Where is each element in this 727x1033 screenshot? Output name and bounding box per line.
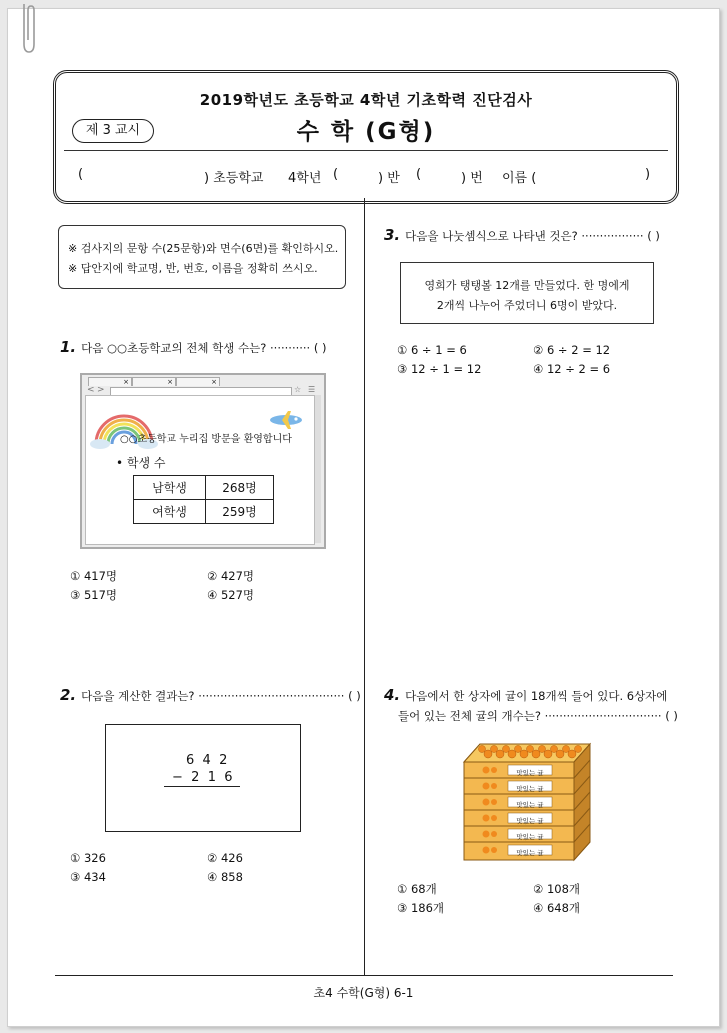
calc-underline — [164, 786, 240, 787]
table-cell: 남학생 — [134, 476, 206, 500]
question-1 — [60, 338, 327, 356]
box-label: 맛있는 귤 — [516, 785, 544, 793]
period-badge: 제 3 교시 — [72, 119, 154, 143]
school-open: ( — [78, 167, 84, 182]
notice-line-1: ※ 검사지의 문항 수(25문항)와 면수(6면)를 확인하시오. — [68, 242, 339, 255]
browser-tab-2 — [132, 377, 176, 386]
star-icon: ☆ — [294, 385, 302, 394]
box-label: 맛있는 귤 — [516, 769, 544, 777]
back-arrow-icon: < — [87, 385, 95, 395]
q1-option-2[interactable]: ② 427명 — [207, 569, 255, 583]
question-4-stem-line-1: 다음에서 한 상자에 귤이 18개씩 들어 있다. 6상자에 — [405, 689, 668, 703]
problem-box — [400, 262, 654, 324]
table-row — [134, 476, 274, 500]
menu-icon: ☰ — [308, 385, 316, 394]
tab-close-icon: × — [167, 378, 173, 386]
student-count-label: • 학생 수 — [116, 456, 166, 470]
q2-option-2[interactable]: ② 426 — [207, 851, 243, 865]
q4-option-1[interactable]: ① 68개 — [397, 882, 437, 896]
q2-option-3[interactable]: ③ 434 — [70, 870, 106, 884]
question-2-stem: 다음을 계산한 결과는? ········································ ( ) — [81, 689, 361, 703]
question-4 — [384, 686, 667, 704]
q2-option-1[interactable]: ① 326 — [70, 851, 106, 865]
table-cell: 259명 — [206, 500, 274, 524]
airplane-icon — [268, 410, 304, 430]
question-3 — [384, 226, 660, 244]
calculation-box — [105, 724, 301, 832]
q3-option-3[interactable]: ③ 12 ÷ 1 = 12 — [397, 362, 482, 376]
number-field[interactable]: ) 번 — [461, 171, 483, 186]
q4-option-3[interactable]: ③ 186개 — [397, 901, 445, 915]
q1-option-3[interactable]: ③ 517명 — [70, 588, 118, 602]
class-open: ( — [333, 167, 339, 182]
tab-close-icon: × — [123, 378, 129, 386]
tab-close-icon: × — [211, 378, 217, 386]
footer-divider — [55, 975, 673, 976]
exam-title: 2019학년도 초등학교 4학년 기초학력 진단검사 — [199, 91, 533, 109]
q3-option-1[interactable]: ① 6 ÷ 1 = 6 — [397, 343, 467, 357]
calc-bottom: − 2 1 6 — [172, 770, 233, 785]
question-1-number: 1. — [60, 338, 77, 356]
paper-clip-icon — [18, 0, 38, 56]
subject-title: 수 학 (G형) — [296, 119, 436, 145]
q1-option-4[interactable]: ④ 527명 — [207, 588, 255, 602]
box-label: 맛있는 귤 — [516, 833, 544, 841]
header-divider — [64, 150, 668, 151]
browser-content — [85, 395, 315, 545]
box-label: 맛있는 귤 — [516, 801, 544, 809]
calc-top: 6 4 2 — [186, 753, 228, 768]
box-labels — [508, 765, 552, 861]
browser-illustration — [80, 373, 326, 549]
browser-scrollbar — [315, 395, 321, 543]
student-count-table — [133, 475, 274, 524]
exam-header — [53, 70, 679, 204]
q3-option-4[interactable]: ④ 12 ÷ 2 = 6 — [533, 362, 611, 376]
question-4-number: 4. — [384, 686, 401, 704]
browser-tab-1 — [88, 377, 132, 386]
notice-box — [58, 225, 346, 289]
name-close: ) — [645, 167, 651, 182]
q4-option-4[interactable]: ④ 648개 — [533, 901, 581, 915]
problem-line-2: 2개씩 나누어 주었더니 6명이 받았다. — [436, 299, 618, 312]
welcome-text: ○○초등학교 누리집 방문을 환영합니다 — [120, 434, 292, 445]
problem-line-1: 영희가 탱탱볼 12개를 만들었다. 한 명에게 — [424, 279, 630, 292]
school-field[interactable]: ) 초등학교 — [204, 171, 264, 186]
box-label: 맛있는 귤 — [516, 849, 544, 857]
browser-tab-3 — [176, 377, 220, 386]
question-2 — [60, 686, 361, 704]
question-4-stem-line-2: 들어 있는 전체 귤의 개수는? ································ ( ) — [398, 709, 678, 723]
forward-arrow-icon: > — [97, 385, 105, 395]
question-3-stem: 다음을 나눗셈식으로 나타낸 것은? ················· ( ) — [405, 229, 660, 243]
table-cell: 268명 — [206, 476, 274, 500]
column-divider — [364, 198, 365, 975]
question-1-stem: 다음 ○○초등학교의 전체 학생 수는? ··········· ( ) — [81, 341, 327, 355]
name-field[interactable]: 이름 ( — [502, 171, 537, 186]
q2-option-4[interactable]: ④ 858 — [207, 870, 243, 884]
q3-option-2[interactable]: ② 6 ÷ 2 = 12 — [533, 343, 611, 357]
grade-label: 4학년 — [288, 171, 322, 186]
page-footer: 초4 수학(G형) 6-1 — [313, 986, 414, 1000]
class-field[interactable]: ) 반 — [378, 171, 400, 186]
number-open: ( — [416, 167, 422, 182]
box-label: 맛있는 귤 — [516, 817, 544, 825]
q1-option-1[interactable]: ① 417명 — [70, 569, 118, 583]
notice-line-2: ※ 답안지에 학교명, 반, 번호, 이름을 정확히 쓰시오. — [68, 262, 318, 275]
q4-option-2[interactable]: ② 108개 — [533, 882, 581, 896]
table-cell: 여학생 — [134, 500, 206, 524]
table-row — [134, 500, 274, 524]
question-2-number: 2. — [60, 686, 77, 704]
question-3-number: 3. — [384, 226, 401, 244]
